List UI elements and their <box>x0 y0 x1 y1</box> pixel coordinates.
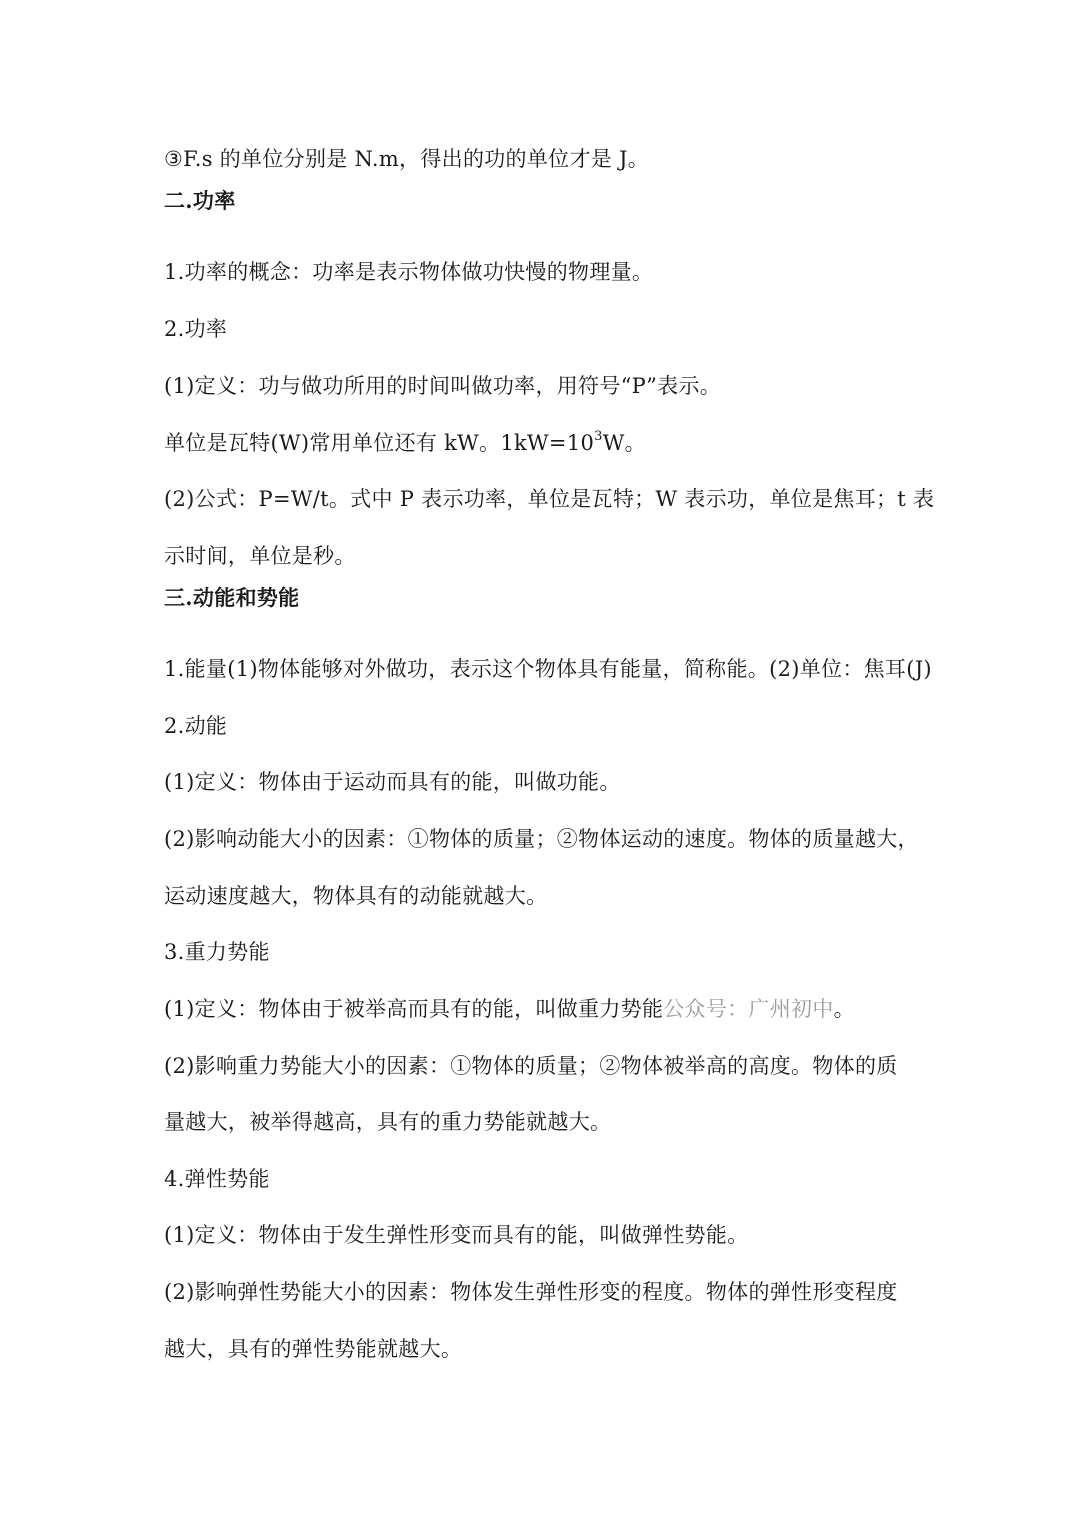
text-segment: 。 <box>833 997 855 1021</box>
text-line: 越大，具有的弹性势能就越大。 <box>164 1337 463 1361</box>
text-line: 量越大，被举得越高，具有的重力势能就越大。 <box>164 1110 612 1134</box>
text-line: (2)影响重力势能大小的因素：①物体的质量；②物体被举高的高度。物体的质 <box>164 1054 898 1078</box>
text-line: (2)公式：P=W/t。式中 P 表示功率，单位是瓦特；W 表示功，单位是焦耳；t 表 <box>164 487 935 511</box>
watermark-text: 公众号：广州初中 <box>663 997 834 1021</box>
section-heading: 二.功率 <box>164 188 236 213</box>
text-line: 示时间，单位是秒。 <box>164 544 356 568</box>
text-line: 3.重力势能 <box>164 940 270 964</box>
text-line: (1)定义：物体由于发生弹性形变而具有的能，叫做弹性势能。 <box>164 1223 749 1247</box>
text-line: 2.动能 <box>164 714 228 738</box>
text-segment: W。 <box>602 431 646 455</box>
superscript: 3 <box>594 429 603 444</box>
text-line: ③F.s 的单位分别是 N.m，得出的功的单位才是 J。 <box>164 147 650 171</box>
text-line: (2)影响弹性势能大小的因素：物体发生弹性形变的程度。物体的弹性形变程度 <box>164 1280 898 1304</box>
text-segment: (1)定义：物体由于被举高而具有的能，叫做重力势能 <box>164 997 664 1021</box>
text-line: 1.能量(1)物体能够对外做功，表示这个物体具有能量，简称能。(2)单位：焦耳(J) <box>164 657 932 681</box>
text-line: 4.弹性势能 <box>164 1167 270 1191</box>
text-line <box>164 428 646 458</box>
text-line: 运动速度越大，物体具有的动能就越大。 <box>164 884 548 908</box>
text-line: 1.功率的概念：功率是表示物体做功快慢的物理量。 <box>164 260 654 284</box>
section-heading: 三.动能和势能 <box>164 585 300 610</box>
text-line: (2)影响动能大小的因素：①物体的质量；②物体运动的速度。物体的质量越大， <box>164 827 919 851</box>
text-line <box>164 994 855 1024</box>
text-line: (1)定义：功与做功所用的时间叫做功率，用符号“P”表示。 <box>164 374 722 398</box>
text-segment: 单位是瓦特(W)常用单位还有 kW。1kW=10 <box>164 431 595 455</box>
text-line: (1)定义：物体由于运动而具有的能，叫做功能。 <box>164 770 621 794</box>
text-line: 2.功率 <box>164 317 228 341</box>
